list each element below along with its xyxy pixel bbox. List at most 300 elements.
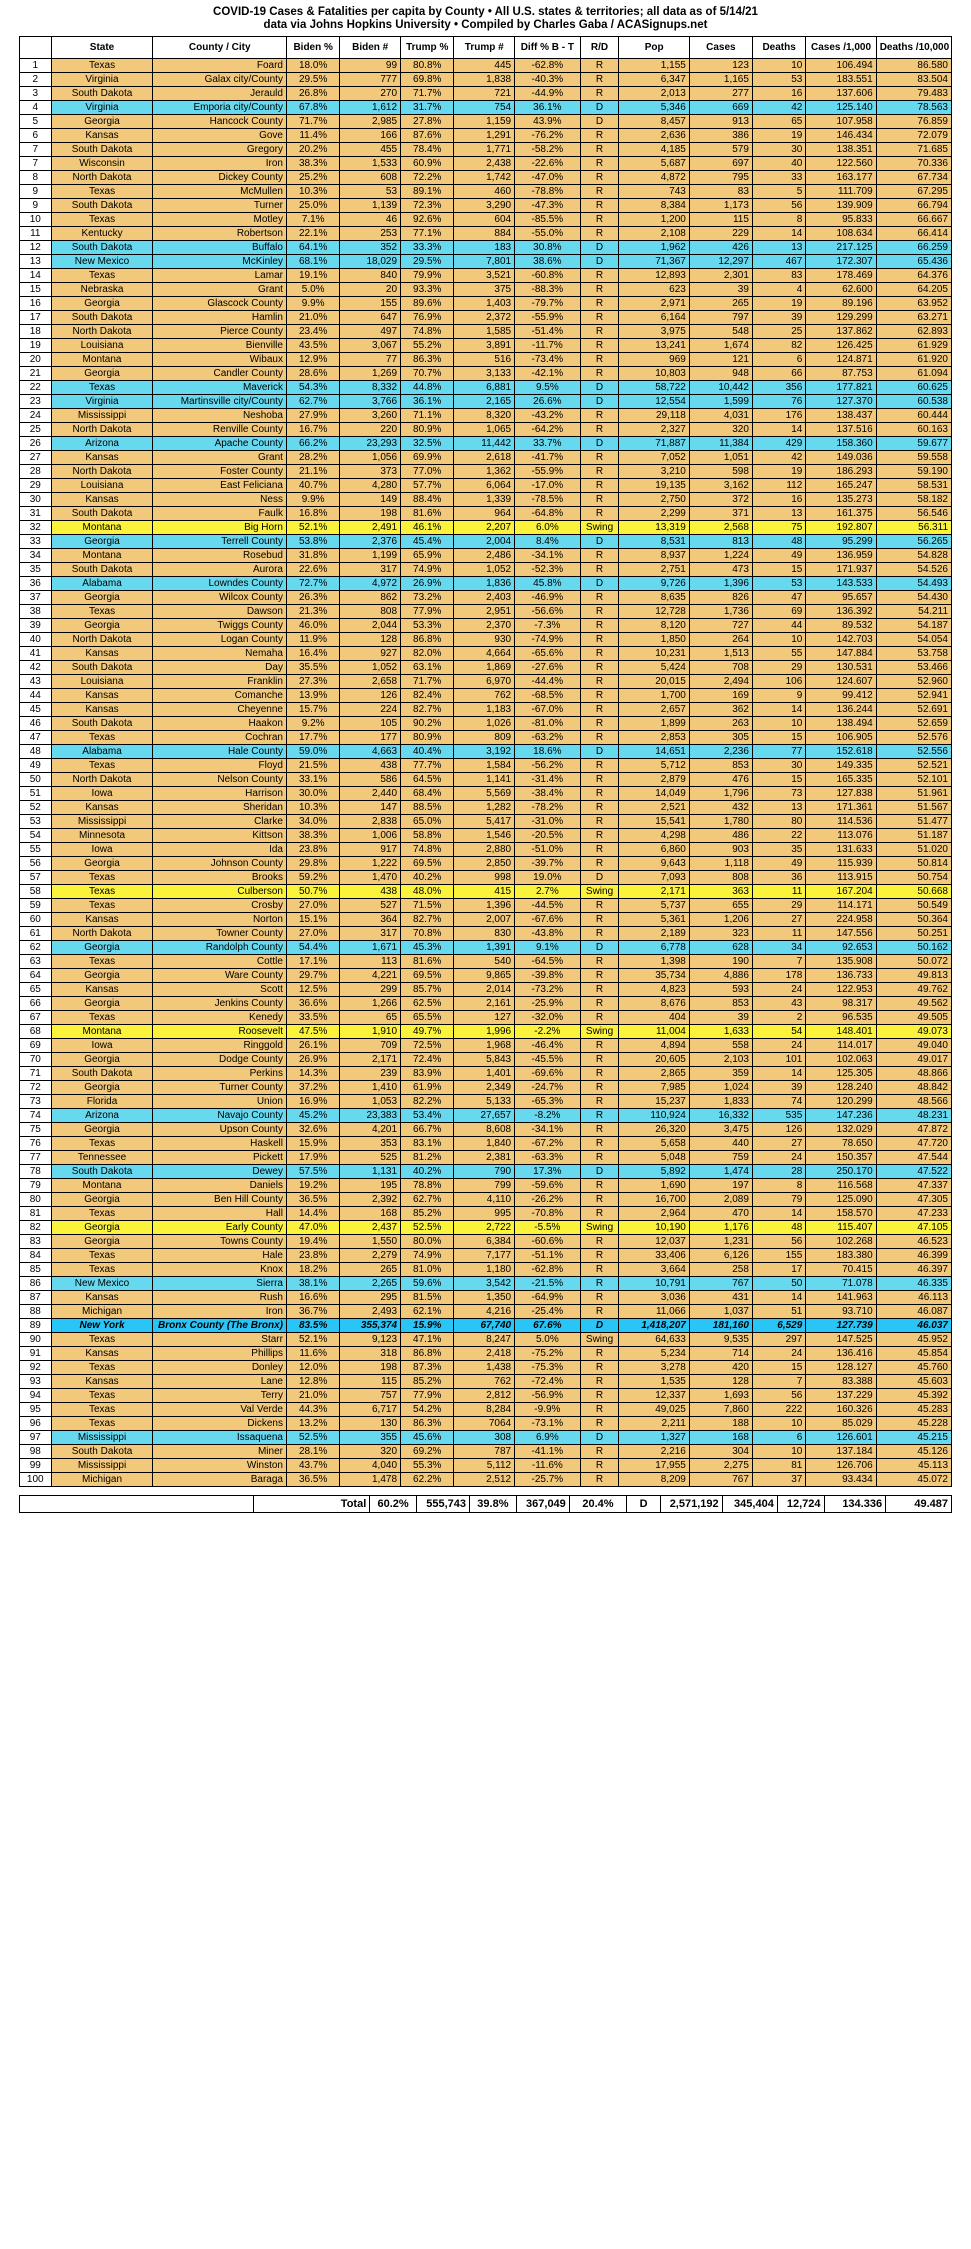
cell-index: 64 bbox=[20, 969, 52, 983]
cell-trump-pct: 82.7% bbox=[401, 913, 454, 927]
cell-cases: 258 bbox=[689, 1263, 752, 1277]
cell-pop: 16,700 bbox=[619, 1193, 689, 1207]
cell-biden-pct: 17.9% bbox=[286, 1151, 339, 1165]
cell-county: Emporia city/County bbox=[153, 101, 286, 115]
cell-biden-pct: 25.0% bbox=[286, 199, 339, 213]
cell-pop: 1,535 bbox=[619, 1375, 689, 1389]
cell-state: Texas bbox=[51, 1389, 153, 1403]
cell-deaths-per-10000: 49.562 bbox=[876, 997, 951, 1011]
cell-deaths: 16 bbox=[752, 87, 805, 101]
cell-diff: -25.9% bbox=[515, 997, 581, 1011]
cell-biden-num: 3,260 bbox=[340, 409, 401, 423]
cell-deaths-per-10000: 52.941 bbox=[876, 689, 951, 703]
cell-deaths-per-10000: 60.163 bbox=[876, 423, 951, 437]
cell-cases: 39 bbox=[689, 1011, 752, 1025]
cell-deaths-per-10000: 50.814 bbox=[876, 857, 951, 871]
cell-pop: 10,190 bbox=[619, 1221, 689, 1235]
cell-biden-pct: 29.8% bbox=[286, 857, 339, 871]
cell-biden-num: 8,332 bbox=[340, 381, 401, 395]
cell-deaths-per-10000: 53.758 bbox=[876, 647, 951, 661]
cell-deaths: 47 bbox=[752, 591, 805, 605]
cell-county: Union bbox=[153, 1095, 286, 1109]
cell-state: Texas bbox=[51, 185, 153, 199]
cell-trump-num: 2,165 bbox=[454, 395, 515, 409]
cell-pop: 35,734 bbox=[619, 969, 689, 983]
cell-biden-pct: 38.3% bbox=[286, 829, 339, 843]
table-row bbox=[20, 857, 952, 871]
cell-cases-per-1000: 85.029 bbox=[806, 1417, 876, 1431]
cell-county: Randolph County bbox=[153, 941, 286, 955]
cell-state: Montana bbox=[51, 353, 153, 367]
cell-deaths: 106 bbox=[752, 675, 805, 689]
cell-cases-per-1000: 183.380 bbox=[806, 1249, 876, 1263]
cell-cases-per-1000: 98.317 bbox=[806, 997, 876, 1011]
cell-county: Gregory bbox=[153, 143, 286, 157]
cell-deaths-per-10000: 48.231 bbox=[876, 1109, 951, 1123]
cell-trump-num: 604 bbox=[454, 213, 515, 227]
cell-cases-per-1000: 113.076 bbox=[806, 829, 876, 843]
cell-biden-pct: 19.4% bbox=[286, 1235, 339, 1249]
cell-cases: 1,674 bbox=[689, 339, 752, 353]
cell-rd: D bbox=[580, 395, 619, 409]
cell-cases-per-1000: 125.305 bbox=[806, 1067, 876, 1081]
cell-index: 53 bbox=[20, 815, 52, 829]
cell-biden-pct: 47.0% bbox=[286, 1221, 339, 1235]
cell-state: Texas bbox=[51, 1417, 153, 1431]
cell-deaths: 81 bbox=[752, 1459, 805, 1473]
cell-deaths: 56 bbox=[752, 1235, 805, 1249]
cell-trump-num: 1,584 bbox=[454, 759, 515, 773]
cell-cases: 714 bbox=[689, 1347, 752, 1361]
cell-biden-num: 317 bbox=[340, 927, 401, 941]
cell-biden-pct: 26.8% bbox=[286, 87, 339, 101]
table-row bbox=[20, 1333, 952, 1347]
col-deaths-per-10000: Deaths /10,000 bbox=[876, 37, 951, 59]
cell-deaths: 55 bbox=[752, 647, 805, 661]
cell-diff: -56.6% bbox=[515, 605, 581, 619]
cell-rd: Swing bbox=[580, 521, 619, 535]
cell-biden-pct: 17.7% bbox=[286, 731, 339, 745]
cell-state: Kansas bbox=[51, 801, 153, 815]
total-deaths: 12,724 bbox=[777, 1496, 824, 1513]
cell-cases-per-1000: 93.434 bbox=[806, 1473, 876, 1487]
cell-index: 46 bbox=[20, 717, 52, 731]
cell-rd: R bbox=[580, 1277, 619, 1291]
cell-index: 65 bbox=[20, 983, 52, 997]
cell-biden-num: 77 bbox=[340, 353, 401, 367]
cell-biden-num: 46 bbox=[340, 213, 401, 227]
cell-trump-num: 830 bbox=[454, 927, 515, 941]
cell-deaths: 42 bbox=[752, 101, 805, 115]
cell-deaths-per-10000: 45.760 bbox=[876, 1361, 951, 1375]
cell-trump-pct: 88.5% bbox=[401, 801, 454, 815]
table-row bbox=[20, 1319, 952, 1333]
cell-rd: R bbox=[580, 73, 619, 87]
cell-cases: 1,224 bbox=[689, 549, 752, 563]
cell-deaths-per-10000: 59.190 bbox=[876, 465, 951, 479]
cell-biden-num: 438 bbox=[340, 759, 401, 773]
cell-pop: 1,899 bbox=[619, 717, 689, 731]
cell-biden-pct: 27.0% bbox=[286, 899, 339, 913]
cell-trump-num: 67,740 bbox=[454, 1319, 515, 1333]
cell-state: Georgia bbox=[51, 1193, 153, 1207]
cell-state: Virginia bbox=[51, 395, 153, 409]
cell-state: New York bbox=[51, 1319, 153, 1333]
cell-trump-num: 308 bbox=[454, 1431, 515, 1445]
table-row bbox=[20, 577, 952, 591]
cell-index: 21 bbox=[20, 367, 52, 381]
table-row bbox=[20, 311, 952, 325]
cell-index: 61 bbox=[20, 927, 52, 941]
table-row bbox=[20, 1305, 952, 1319]
cell-diff: -25.4% bbox=[515, 1305, 581, 1319]
cell-state: Texas bbox=[51, 1137, 153, 1151]
cell-trump-pct: 79.9% bbox=[401, 269, 454, 283]
cell-trump-pct: 77.7% bbox=[401, 759, 454, 773]
table-row bbox=[20, 549, 952, 563]
cell-diff: 6.9% bbox=[515, 1431, 581, 1445]
cell-index: 9 bbox=[20, 185, 52, 199]
cell-rd: R bbox=[580, 1081, 619, 1095]
cell-biden-num: 1,266 bbox=[340, 997, 401, 1011]
cell-biden-num: 23,293 bbox=[340, 437, 401, 451]
cell-pop: 1,155 bbox=[619, 59, 689, 73]
cell-state: South Dakota bbox=[51, 1445, 153, 1459]
cell-rd: D bbox=[580, 1431, 619, 1445]
cell-biden-num: 757 bbox=[340, 1389, 401, 1403]
cell-pop: 2,108 bbox=[619, 227, 689, 241]
cell-pop: 12,893 bbox=[619, 269, 689, 283]
cell-pop: 9,643 bbox=[619, 857, 689, 871]
cell-pop: 1,962 bbox=[619, 241, 689, 255]
cell-biden-pct: 12.5% bbox=[286, 983, 339, 997]
cell-cases: 727 bbox=[689, 619, 752, 633]
cell-state: Louisiana bbox=[51, 339, 153, 353]
cell-state: South Dakota bbox=[51, 87, 153, 101]
cell-diff: -42.1% bbox=[515, 367, 581, 381]
col-biden-num: Biden # bbox=[340, 37, 401, 59]
cell-biden-num: 2,437 bbox=[340, 1221, 401, 1235]
cell-cases-per-1000: 126.706 bbox=[806, 1459, 876, 1473]
cell-state: Georgia bbox=[51, 297, 153, 311]
cell-trump-pct: 52.5% bbox=[401, 1221, 454, 1235]
cell-pop: 4,298 bbox=[619, 829, 689, 843]
cell-pop: 12,037 bbox=[619, 1235, 689, 1249]
cell-pop: 2,189 bbox=[619, 927, 689, 941]
cell-trump-num: 1,391 bbox=[454, 941, 515, 955]
cell-deaths-per-10000: 46.087 bbox=[876, 1305, 951, 1319]
cell-diff: 30.8% bbox=[515, 241, 581, 255]
cell-pop: 10,791 bbox=[619, 1277, 689, 1291]
cell-county: Ware County bbox=[153, 969, 286, 983]
cell-pop: 4,823 bbox=[619, 983, 689, 997]
cell-biden-num: 1,222 bbox=[340, 857, 401, 871]
cell-cases-per-1000: 111.709 bbox=[806, 185, 876, 199]
cell-deaths: 126 bbox=[752, 1123, 805, 1137]
cell-index: 50 bbox=[20, 773, 52, 787]
cell-deaths: 11 bbox=[752, 885, 805, 899]
cell-cases: 853 bbox=[689, 997, 752, 1011]
cell-biden-pct: 7.1% bbox=[286, 213, 339, 227]
cell-rd: R bbox=[580, 703, 619, 717]
cell-deaths-per-10000: 47.337 bbox=[876, 1179, 951, 1193]
cell-cases-per-1000: 87.753 bbox=[806, 367, 876, 381]
table-header-row bbox=[20, 37, 952, 59]
cell-county: Pierce County bbox=[153, 325, 286, 339]
table-row bbox=[20, 773, 952, 787]
cell-biden-pct: 12.9% bbox=[286, 353, 339, 367]
cell-index: 88 bbox=[20, 1305, 52, 1319]
cell-rd: R bbox=[580, 1095, 619, 1109]
cell-cases-per-1000: 137.862 bbox=[806, 325, 876, 339]
cell-index: 77 bbox=[20, 1151, 52, 1165]
cell-trump-num: 2,438 bbox=[454, 157, 515, 171]
cell-index: 15 bbox=[20, 283, 52, 297]
cell-biden-num: 4,972 bbox=[340, 577, 401, 591]
cell-index: 25 bbox=[20, 423, 52, 437]
cell-biden-pct: 64.1% bbox=[286, 241, 339, 255]
cell-biden-pct: 10.3% bbox=[286, 185, 339, 199]
cell-diff: -9.9% bbox=[515, 1403, 581, 1417]
cell-state: Georgia bbox=[51, 1221, 153, 1235]
cell-trump-pct: 70.7% bbox=[401, 367, 454, 381]
cell-trump-pct: 53.3% bbox=[401, 619, 454, 633]
cell-trump-pct: 26.9% bbox=[401, 577, 454, 591]
cell-deaths-per-10000: 52.556 bbox=[876, 745, 951, 759]
cell-diff: -55.9% bbox=[515, 311, 581, 325]
cell-index: 8 bbox=[20, 171, 52, 185]
cell-state: North Dakota bbox=[51, 773, 153, 787]
cell-county: Upson County bbox=[153, 1123, 286, 1137]
cell-rd: R bbox=[580, 983, 619, 997]
cell-cases: 304 bbox=[689, 1445, 752, 1459]
cell-trump-pct: 32.5% bbox=[401, 437, 454, 451]
cell-biden-num: 1,410 bbox=[340, 1081, 401, 1095]
cell-cases: 2,301 bbox=[689, 269, 752, 283]
cell-diff: -73.2% bbox=[515, 983, 581, 997]
cell-rd: R bbox=[580, 1375, 619, 1389]
cell-index: 55 bbox=[20, 843, 52, 857]
cell-biden-pct: 12.0% bbox=[286, 1361, 339, 1375]
cell-biden-pct: 18.2% bbox=[286, 1263, 339, 1277]
cell-deaths-per-10000: 70.336 bbox=[876, 157, 951, 171]
cell-pop: 2,657 bbox=[619, 703, 689, 717]
cell-index: 1 bbox=[20, 59, 52, 73]
cell-deaths: 13 bbox=[752, 241, 805, 255]
cell-county: Haakon bbox=[153, 717, 286, 731]
cell-county: Knox bbox=[153, 1263, 286, 1277]
cell-trump-pct: 66.7% bbox=[401, 1123, 454, 1137]
cell-state: Kansas bbox=[51, 1375, 153, 1389]
cell-rd: R bbox=[580, 367, 619, 381]
cell-rd: R bbox=[580, 1291, 619, 1305]
cell-cases: 320 bbox=[689, 423, 752, 437]
cell-county: Hall bbox=[153, 1207, 286, 1221]
cell-deaths: 178 bbox=[752, 969, 805, 983]
cell-deaths-per-10000: 50.668 bbox=[876, 885, 951, 899]
cell-cases: 797 bbox=[689, 311, 752, 325]
cell-diff: -64.8% bbox=[515, 507, 581, 521]
table-row bbox=[20, 1291, 952, 1305]
cell-county: Hancock County bbox=[153, 115, 286, 129]
cell-index: 32 bbox=[20, 521, 52, 535]
cell-trump-pct: 69.8% bbox=[401, 73, 454, 87]
cell-biden-num: 270 bbox=[340, 87, 401, 101]
cell-state: Tennessee bbox=[51, 1151, 153, 1165]
table-row bbox=[20, 1109, 952, 1123]
cell-cases: 264 bbox=[689, 633, 752, 647]
cell-cases-per-1000: 141.963 bbox=[806, 1291, 876, 1305]
cell-trump-pct: 88.4% bbox=[401, 493, 454, 507]
cell-state: Georgia bbox=[51, 857, 153, 871]
cell-trump-num: 445 bbox=[454, 59, 515, 73]
cell-pop: 4,872 bbox=[619, 171, 689, 185]
cell-deaths-per-10000: 60.444 bbox=[876, 409, 951, 423]
cell-deaths: 13 bbox=[752, 801, 805, 815]
cell-diff: -75.3% bbox=[515, 1361, 581, 1375]
cell-rd: R bbox=[580, 199, 619, 213]
cell-biden-pct: 11.9% bbox=[286, 633, 339, 647]
cell-index: 82 bbox=[20, 1221, 52, 1235]
cell-biden-pct: 23.8% bbox=[286, 843, 339, 857]
cell-trump-pct: 77.9% bbox=[401, 1389, 454, 1403]
cell-index: 35 bbox=[20, 563, 52, 577]
cell-biden-pct: 67.8% bbox=[286, 101, 339, 115]
cell-diff: -34.1% bbox=[515, 1123, 581, 1137]
cell-cases: 6,126 bbox=[689, 1249, 752, 1263]
cell-diff: -63.3% bbox=[515, 1151, 581, 1165]
cell-trump-pct: 74.8% bbox=[401, 325, 454, 339]
cell-county: Faulk bbox=[153, 507, 286, 521]
cell-cases-per-1000: 92.653 bbox=[806, 941, 876, 955]
cell-biden-pct: 54.4% bbox=[286, 941, 339, 955]
cell-biden-num: 168 bbox=[340, 1207, 401, 1221]
cell-cases-per-1000: 250.170 bbox=[806, 1165, 876, 1179]
cell-cases: 1,780 bbox=[689, 815, 752, 829]
cell-pop: 11,004 bbox=[619, 1025, 689, 1039]
cell-diff: 17.3% bbox=[515, 1165, 581, 1179]
cell-cases-per-1000: 115.407 bbox=[806, 1221, 876, 1235]
cell-biden-pct: 35.5% bbox=[286, 661, 339, 675]
cell-pop: 71,887 bbox=[619, 437, 689, 451]
table-row bbox=[20, 731, 952, 745]
cell-diff: -60.6% bbox=[515, 1235, 581, 1249]
cell-cases-per-1000: 102.268 bbox=[806, 1235, 876, 1249]
cell-biden-pct: 32.6% bbox=[286, 1123, 339, 1137]
cell-biden-num: 1,053 bbox=[340, 1095, 401, 1109]
cell-deaths-per-10000: 78.563 bbox=[876, 101, 951, 115]
cell-county: Sierra bbox=[153, 1277, 286, 1291]
cell-cases: 759 bbox=[689, 1151, 752, 1165]
cell-cases-per-1000: 126.601 bbox=[806, 1431, 876, 1445]
cell-biden-pct: 13.2% bbox=[286, 1417, 339, 1431]
cell-index: 69 bbox=[20, 1039, 52, 1053]
cell-deaths: 42 bbox=[752, 451, 805, 465]
cell-trump-num: 1,026 bbox=[454, 717, 515, 731]
cell-trump-pct: 65.0% bbox=[401, 815, 454, 829]
cell-trump-num: 1,339 bbox=[454, 493, 515, 507]
cell-trump-pct: 55.3% bbox=[401, 1459, 454, 1473]
cell-biden-pct: 52.1% bbox=[286, 521, 339, 535]
cell-deaths-per-10000: 71.685 bbox=[876, 143, 951, 157]
cell-index: 80 bbox=[20, 1193, 52, 1207]
cell-cases: 432 bbox=[689, 801, 752, 815]
cell-trump-num: 1,838 bbox=[454, 73, 515, 87]
cell-trump-num: 1,742 bbox=[454, 171, 515, 185]
table-row bbox=[20, 325, 952, 339]
cell-trump-num: 2,812 bbox=[454, 1389, 515, 1403]
cell-biden-num: 1,269 bbox=[340, 367, 401, 381]
cell-rd: R bbox=[580, 689, 619, 703]
cell-biden-pct: 36.7% bbox=[286, 1305, 339, 1319]
cell-county: Jenkins County bbox=[153, 997, 286, 1011]
cell-deaths-per-10000: 54.526 bbox=[876, 563, 951, 577]
cell-county: Donley bbox=[153, 1361, 286, 1375]
cell-rd: R bbox=[580, 269, 619, 283]
cell-index: 93 bbox=[20, 1375, 52, 1389]
cell-state: Virginia bbox=[51, 101, 153, 115]
table-row bbox=[20, 1417, 952, 1431]
table-row bbox=[20, 437, 952, 451]
cell-pop: 3,664 bbox=[619, 1263, 689, 1277]
cell-deaths: 53 bbox=[752, 577, 805, 591]
table-row bbox=[20, 1431, 952, 1445]
cell-trump-num: 8,284 bbox=[454, 1403, 515, 1417]
cell-rd: R bbox=[580, 633, 619, 647]
cell-index: 2 bbox=[20, 73, 52, 87]
cell-deaths: 101 bbox=[752, 1053, 805, 1067]
cell-biden-pct: 23.4% bbox=[286, 325, 339, 339]
cell-trump-num: 1,996 bbox=[454, 1025, 515, 1039]
cell-trump-pct: 45.6% bbox=[401, 1431, 454, 1445]
cell-pop: 10,231 bbox=[619, 647, 689, 661]
cell-cases: 2,275 bbox=[689, 1459, 752, 1473]
cell-diff: -56.2% bbox=[515, 759, 581, 773]
cell-biden-pct: 44.3% bbox=[286, 1403, 339, 1417]
cell-diff: -73.1% bbox=[515, 1417, 581, 1431]
cell-deaths: 7 bbox=[752, 1375, 805, 1389]
cell-cases-per-1000: 138.351 bbox=[806, 143, 876, 157]
cell-deaths: 222 bbox=[752, 1403, 805, 1417]
table-row bbox=[20, 1221, 952, 1235]
cell-trump-num: 1,159 bbox=[454, 115, 515, 129]
cell-biden-num: 455 bbox=[340, 143, 401, 157]
cell-deaths: 4 bbox=[752, 283, 805, 297]
cell-biden-pct: 23.8% bbox=[286, 1249, 339, 1263]
cell-biden-num: 198 bbox=[340, 507, 401, 521]
cell-deaths-per-10000: 49.017 bbox=[876, 1053, 951, 1067]
cell-trump-pct: 90.2% bbox=[401, 717, 454, 731]
cell-trump-num: 2,951 bbox=[454, 605, 515, 619]
cell-biden-pct: 16.6% bbox=[286, 1291, 339, 1305]
table-row bbox=[20, 899, 952, 913]
cell-pop: 8,209 bbox=[619, 1473, 689, 1487]
cell-trump-pct: 76.9% bbox=[401, 311, 454, 325]
cell-deaths: 69 bbox=[752, 605, 805, 619]
table-row bbox=[20, 101, 952, 115]
title-line-2: data via Johns Hopkins University • Compiled by Charles Gaba / ACASignups.net bbox=[263, 19, 708, 31]
cell-biden-num: 318 bbox=[340, 1347, 401, 1361]
cell-biden-pct: 50.7% bbox=[286, 885, 339, 899]
cell-deaths-per-10000: 54.828 bbox=[876, 549, 951, 563]
cell-deaths: 40 bbox=[752, 157, 805, 171]
cell-cases: 767 bbox=[689, 1277, 752, 1291]
cell-trump-num: 8,247 bbox=[454, 1333, 515, 1347]
cell-rd: D bbox=[580, 941, 619, 955]
cell-trump-pct: 47.1% bbox=[401, 1333, 454, 1347]
cell-biden-num: 2,044 bbox=[340, 619, 401, 633]
cell-cases: 188 bbox=[689, 1417, 752, 1431]
